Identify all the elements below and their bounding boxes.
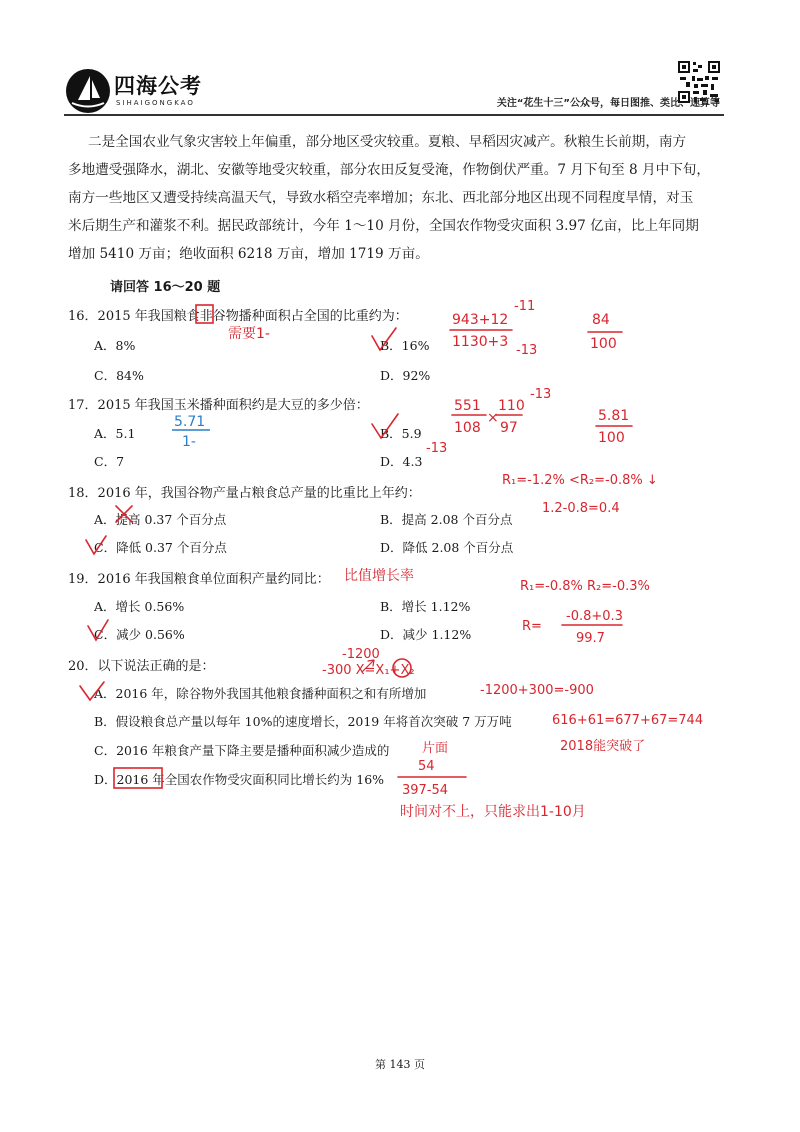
- header-divider: [64, 114, 724, 116]
- passage-line: 多地遭受强降水，湖北、安徽等地受灾较重，部分农田反复受淹，作物倒伏严重。7 月下旬至 8 月中下旬，: [68, 162, 710, 178]
- q20-option-d[interactable]: D．2016 年全国农作物受灾面积同比增长约为 16%: [94, 772, 385, 787]
- q17-blue-num: 5.71: [174, 414, 206, 430]
- q19-option-d[interactable]: D．减少 1.12%: [380, 627, 472, 642]
- q20-a-calc: -1200+300=-900: [480, 683, 594, 698]
- page-number: 第 143 页: [375, 1058, 425, 1071]
- q17-den1: 108: [454, 420, 481, 436]
- q16-numerator: 943+12: [452, 312, 509, 328]
- q19-ratio-note: R₁=-0.8% R₂=-0.3%: [520, 579, 650, 594]
- follow-notice: 关注“花生十三”公众号，每日图推、类比、速算等: [496, 98, 720, 109]
- q20-c-note: 片面: [422, 741, 449, 756]
- q18-option-b[interactable]: B．提高 2.08 个百分点: [380, 512, 513, 527]
- q17-result-den: 100: [598, 430, 625, 446]
- q20-top-note: -1200: [342, 647, 380, 662]
- question-18-stem: 18．2016 年，我国谷物产量占粮食总产量的比重比上年约：: [68, 486, 421, 501]
- q19-option-b[interactable]: B．增长 1.12%: [380, 599, 471, 614]
- q17-superscript: -13: [530, 387, 552, 402]
- brand-subtitle: SIHAIGONGKAO: [116, 99, 195, 107]
- q19-note: 比值增长率: [344, 568, 414, 584]
- q17-num2: 110: [498, 398, 525, 414]
- q17-num1: 551: [454, 398, 481, 414]
- q19-formula-left: R=: [522, 619, 542, 634]
- q16-option-d[interactable]: D．92%: [380, 368, 431, 383]
- q17-subscript: -13: [426, 441, 448, 456]
- q16-result-num: 84: [592, 312, 610, 328]
- passage: [68, 128, 724, 268]
- q19-option-a[interactable]: A．增长 0.56%: [94, 599, 185, 614]
- q16-superscript: -11: [514, 299, 536, 314]
- q16-note: 需要1-: [228, 326, 270, 342]
- q17-option-c[interactable]: C．7: [94, 454, 125, 469]
- q17-option-b[interactable]: B．5.9: [380, 426, 422, 441]
- passage-line: 增加 5410 万亩；绝收面积 6218 万亩，增加 1719 万亩。: [68, 246, 429, 262]
- q16-subscript: -13: [516, 343, 538, 358]
- q20-d-num: 54: [418, 759, 435, 774]
- q18-option-d[interactable]: D．降低 2.08 个百分点: [380, 540, 514, 555]
- passage-line: 二是全国农业气象灾害较上年偏重，部分地区受灾较重。夏粮、早稻因灾减产。秋粮生长前期，南方: [88, 134, 687, 150]
- q17-option-a[interactable]: A．5.1: [94, 426, 136, 441]
- q19-formula-num: -0.8+0.3: [566, 609, 623, 624]
- q16-denominator: 1130+3: [452, 334, 509, 350]
- q16-option-b[interactable]: B．16%: [380, 338, 430, 353]
- question-17-stem: 17．2015 年我国玉米播种面积约是大豆的多少倍：: [68, 398, 369, 413]
- question-19-stem: 19．2016 年我国粮食单位面积产量约同比：: [68, 572, 330, 587]
- q19-formula-den: 99.7: [576, 631, 605, 646]
- q20-option-a[interactable]: A．2016 年，除谷物外我国其他粮食播种面积之和有所增加: [94, 686, 427, 701]
- sihai-logo-icon: [64, 66, 112, 116]
- q17-result-num: 5.81: [598, 408, 630, 424]
- q20-d-note: 时间对不上，只能求出1-10月: [400, 804, 586, 820]
- passage-line: 米后期生产和灌浆不利。据民政部统计，今年 1～10 月份，全国农作物受灾面积 3.97 亿亩，比上年同期: [68, 218, 699, 234]
- q16-option-a[interactable]: A．8%: [94, 338, 136, 353]
- q17-blue-den: 1-: [182, 434, 196, 450]
- q17-den2: 97: [500, 420, 518, 436]
- q18-option-c[interactable]: C．降低 0.37 个百分点: [94, 540, 227, 555]
- q17-option-d[interactable]: D．4.3: [380, 454, 423, 469]
- q20-b-note: 2018能突破了: [560, 739, 646, 754]
- section-title: 请回答 16～20 题: [110, 280, 221, 295]
- q20-b-calc: 616+61=677+67=744: [552, 713, 704, 728]
- q20-equation: -300 X=X₁+X₂: [322, 663, 415, 678]
- brand-name: 四海公考: [114, 74, 202, 98]
- q20-d-den: 397-54: [402, 783, 449, 798]
- question-16-stem: 16．2015 年我国粮食非谷物播种面积占全国的比重约为：: [68, 309, 408, 324]
- q19-option-c[interactable]: C．减少 0.56%: [94, 627, 185, 642]
- q17-times: ×: [487, 410, 499, 426]
- passage-line: 南方一些地区又遭受持续高温天气，导致水稻空壳率增加；东北、西北部分地区出现不同程度旱情，对玉: [68, 190, 694, 206]
- q18-calc: 1.2-0.8=0.4: [542, 501, 620, 516]
- q20-option-c[interactable]: C．2016 年粮食产量下降主要是播种面积减少造成的: [94, 743, 390, 758]
- q20-option-b[interactable]: B．假设粮食总产量以每年 10%的速度增长，2019 年将首次突破 7 万万吨: [94, 714, 512, 729]
- question-20-stem: 20．以下说法正确的是：: [68, 659, 215, 674]
- q18-ratio-note: R₁=-1.2% <R₂=-0.8% ↓: [502, 473, 658, 488]
- q20-x2-circle: [393, 659, 411, 677]
- q18-option-a[interactable]: A．提高 0.37 个百分点: [94, 512, 227, 527]
- q16-result-den: 100: [590, 336, 617, 352]
- q16-option-c[interactable]: C．84%: [94, 368, 144, 383]
